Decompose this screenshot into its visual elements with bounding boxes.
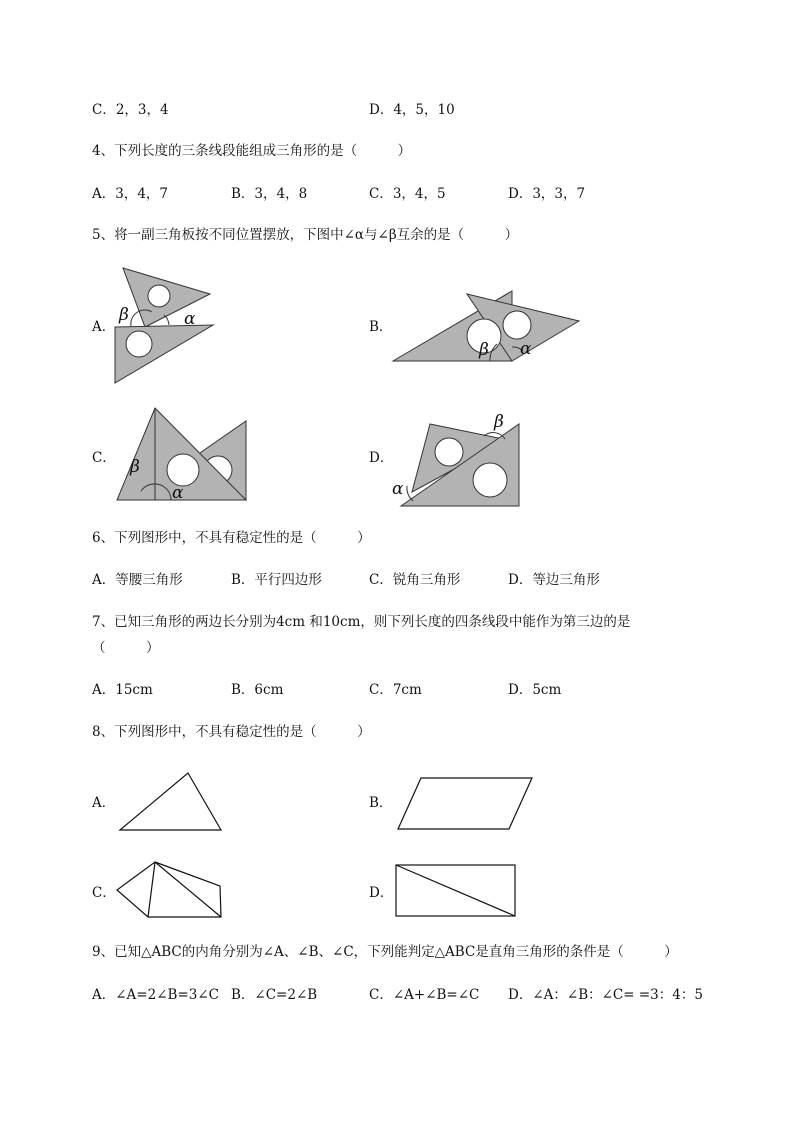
q4-option-c: C．3，4，5: [369, 186, 446, 202]
q8-label-a: A．: [92, 795, 116, 811]
q9-option-c: C．∠A+∠B=∠C: [369, 987, 480, 1003]
q6-option-d: D．等边三角形: [508, 572, 600, 588]
alpha-label: α: [172, 483, 184, 503]
q4-option-b: B．3，4，8: [231, 186, 308, 202]
q6-option-c: C．锐角三角形: [369, 572, 461, 588]
q6-option-b: B．平行四边形: [231, 572, 322, 588]
q7-stem: 7、已知三角形的两边长分别为4cm 和10cm，则下列长度的四条线段中能作为第三边的是: [92, 614, 631, 630]
alpha-label: α: [184, 309, 196, 329]
q9-stem: 9、已知△ABC的内角分别为∠A、∠B、∠C，下列能判定△ABC是直角三角形的条件是（ ）: [92, 944, 678, 960]
q7-option-c: C．7cm: [369, 682, 422, 698]
q5-label-a: A．: [92, 319, 116, 335]
q4-stem: 4、下列长度的三条线段能组成三角形的是（ ）: [92, 143, 412, 159]
q5-label-d: D．: [369, 450, 394, 466]
q7-option-b: B．6cm: [231, 682, 284, 698]
q8-label-b: B．: [369, 795, 393, 811]
q5-label-b: B．: [369, 319, 393, 335]
alpha-label: α: [520, 339, 532, 359]
q5-label-c: C．: [92, 450, 116, 466]
q6-option-a: A．等腰三角形: [92, 572, 183, 588]
beta-label: β: [494, 412, 504, 432]
q8-label-d: D．: [369, 885, 394, 901]
q7-option-d: D．5cm: [508, 682, 562, 698]
q3-option-c: C．2，3，4: [92, 102, 169, 118]
beta-label: β: [479, 340, 489, 360]
beta-label: β: [130, 457, 140, 477]
q7-stem-blank: （ ）: [92, 640, 160, 656]
q6-stem: 6、下列图形中，不具有稳定性的是（ ）: [92, 530, 371, 546]
q4-option-a: A．3，4，7: [92, 186, 169, 202]
q3-option-d: D．4，5，10: [369, 102, 455, 118]
q9-option-a: A．∠A=2∠B=3∠C: [92, 987, 219, 1003]
q4-option-d: D．3，3，7: [508, 186, 586, 202]
q5-stem: 5、将一副三角板按不同位置摆放，下图中∠α与∠β互余的是（ ）: [92, 227, 519, 243]
q7-option-a: A．15cm: [92, 682, 153, 698]
q9-option-b: B．∠C=2∠B: [231, 987, 318, 1003]
alpha-label: α: [392, 479, 404, 499]
beta-label: β: [119, 305, 129, 325]
q8-label-c: C．: [92, 885, 116, 901]
q9-option-d: D．∠A：∠B：∠C= =3：4：5: [508, 987, 703, 1003]
q8-stem: 8、下列图形中，不具有稳定性的是（ ）: [92, 724, 371, 740]
